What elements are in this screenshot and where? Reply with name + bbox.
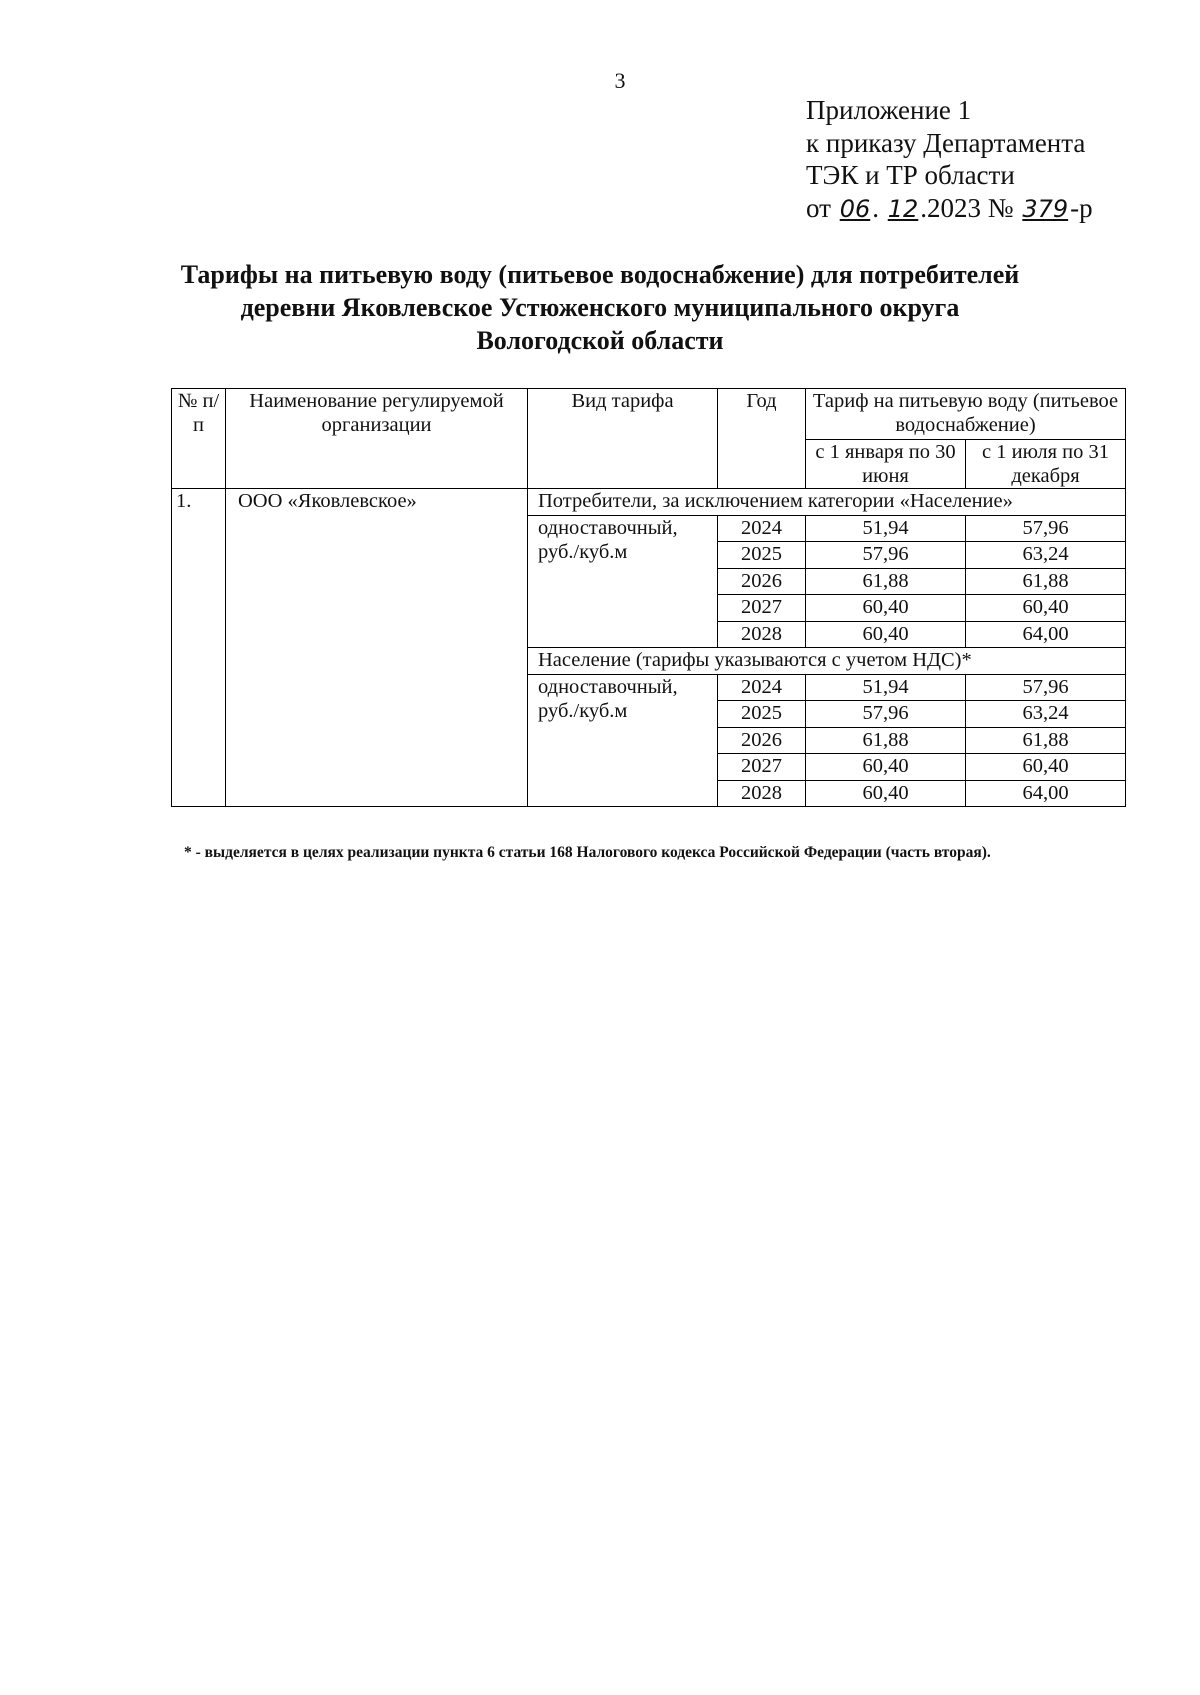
year-cell: 2028 [718, 780, 806, 807]
tariff-kind: одноставочный, руб./куб.м [528, 674, 718, 807]
tariff-h2-cell: 61,88 [966, 727, 1126, 754]
header-tariff-kind: Вид тарифа [528, 389, 718, 489]
date-year: .2023 № [920, 192, 1014, 223]
tariff-h1-cell: 61,88 [806, 568, 966, 595]
year-cell: 2026 [718, 568, 806, 595]
organization-name: ООО «Яковлевское» [226, 489, 528, 807]
appendix-line-1: Приложение 1 [806, 95, 972, 125]
year-cell: 2025 [718, 701, 806, 728]
tariff-h1-cell: 61,88 [806, 727, 966, 754]
tariff-h1-cell: 57,96 [806, 701, 966, 728]
appendix-line-2: к приказу Департамента [806, 127, 1086, 158]
tariff-h1-cell: 51,94 [806, 674, 966, 701]
category-label: Потребители, за исключением категории «Население» [528, 489, 1126, 516]
year-cell: 2026 [718, 727, 806, 754]
tariff-h1-cell: 57,96 [806, 542, 966, 569]
tariff-h1-cell: 60,40 [806, 780, 966, 807]
appendix-block [806, 94, 1093, 225]
tariff-h1-cell: 60,40 [806, 595, 966, 622]
tariff-h2-cell: 64,00 [966, 780, 1126, 807]
row-number: 1. [172, 489, 226, 807]
header-organization: Наименование регулируемой организации [226, 389, 528, 489]
tariff-h1-cell: 51,94 [806, 515, 966, 542]
tariff-h2-cell: 64,00 [966, 621, 1126, 648]
tariff-h1-cell: 60,40 [806, 754, 966, 781]
header-tariff: Тариф на питьевую воду (питьевое водоснабжение) [806, 389, 1126, 440]
tariff-h2-cell: 57,96 [966, 674, 1126, 701]
appendix-line-3: ТЭК и ТР области [806, 160, 1015, 190]
tariff-kind: одноставочный, руб./куб.м [528, 515, 718, 648]
year-cell: 2024 [718, 515, 806, 542]
document-title [150, 258, 1050, 357]
category-label: Население (тарифы указываются с учетом НДС)* [528, 648, 1126, 675]
year-cell: 2027 [718, 595, 806, 622]
date-prefix: от [806, 192, 831, 223]
appendix-date-line [806, 192, 1093, 226]
table-header-row [172, 389, 1126, 440]
year-cell: 2025 [718, 542, 806, 569]
date-month: 12 [887, 194, 919, 223]
header-period-2: с 1 июля по 31 декабря [966, 440, 1126, 489]
title-line-2: деревни Яковлевское Устюженского муниципального округа [240, 293, 960, 322]
category-row [172, 489, 1126, 516]
title-line-3: Вологодской области [476, 326, 724, 355]
date-day: 06 [839, 194, 871, 223]
tariff-h2-cell: 63,24 [966, 542, 1126, 569]
tariff-h2-cell: 60,40 [966, 595, 1126, 622]
title-line-1: Тарифы на питьевую воду (питьевое водоснабжение) для потребителей [180, 260, 1020, 289]
tariff-h2-cell: 61,88 [966, 568, 1126, 595]
year-cell: 2027 [718, 754, 806, 781]
year-cell: 2028 [718, 621, 806, 648]
tariff-h2-cell: 57,96 [966, 515, 1126, 542]
tariff-table [171, 388, 1126, 807]
order-number: 379 [1022, 194, 1069, 223]
header-period-1: с 1 января по 30 июня [806, 440, 966, 489]
tariff-h1-cell: 60,40 [806, 621, 966, 648]
tariff-h2-cell: 60,40 [966, 754, 1126, 781]
year-cell: 2024 [718, 674, 806, 701]
footnote: * - выделяется в целях реализации пункта 6 статьи 168 Налогового кодекса Российской Федерации (часть вторая). [184, 844, 991, 861]
order-suffix: -р [1070, 192, 1093, 223]
header-year: Год [718, 389, 806, 489]
header-num: № п/п [172, 389, 226, 489]
date-separator: . [872, 192, 879, 223]
page-number: 3 [614, 68, 626, 93]
tariff-h2-cell: 63,24 [966, 701, 1126, 728]
